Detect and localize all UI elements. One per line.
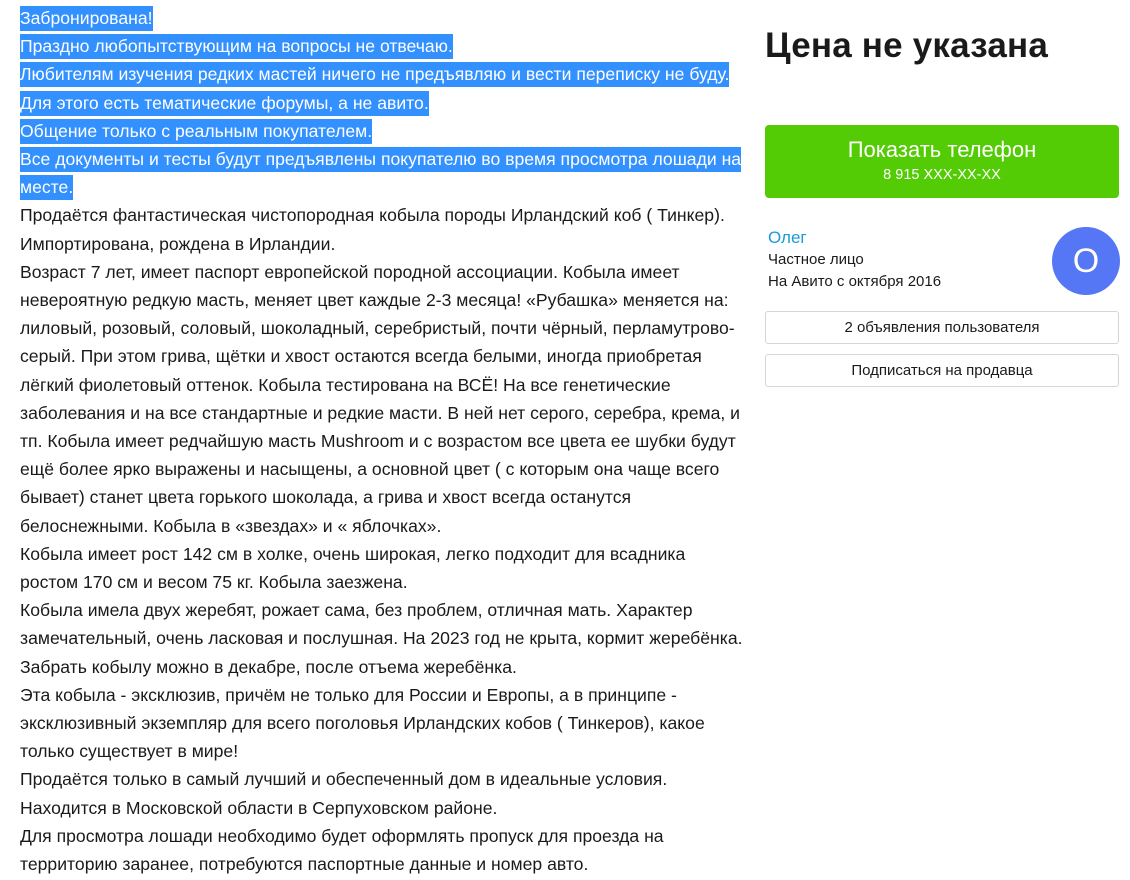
seller-name-link[interactable]: Олег [768,228,807,247]
description-paragraph: Продаётся только в самый лучший и обеспеченный дом в идеальные условия. [20,769,668,790]
show-phone-label: Показать телефон [847,137,1037,162]
seller-avatar[interactable]: О [1052,227,1120,295]
subscribe-seller-button[interactable]: Подписаться на продавца [765,354,1119,387]
highlighted-line: Любителям изучения редких мастей ничего не предъявляю и вести переписку не буду. Для этого есть тематические форумы, а не авито. [20,60,745,116]
description-paragraph: Находится в Московской области в Серпуховском районе. [20,797,498,818]
highlighted-line: Забронирована! [20,4,745,32]
seller-ads-button[interactable]: 2 объявления пользователя [765,311,1119,344]
highlighted-line: Все документы и тесты будут предъявлены покупателю во время просмотра лошади на месте. [20,145,745,201]
description-paragraph: Кобыла имела двух жеребят, рожает сама, без проблем, отличная мать. Характер замечательный, очень ласковая и послушная. На 2023 год не крыта, кормит жеребёнка. Забрать кобылу можно в декабре, после отъема жеребёнка. [20,600,743,677]
phone-number-masked: 8 915 XXX-XX-XX [883,167,1001,183]
description-paragraph: Возраст 7 лет, имеет паспорт европейской породной ассоциации. Кобыла имеет невероятную редкую масть, меняет цвет каждые 2-3 месяца! «Рубашка» меняется на: лиловый, розовый, соловый, шоколадный, серебристый, почти чёрный, перламутрово-серый. При этом грива, щётки и хвост остаются всегда белыми, иногда приобретая лёгкий фиолетовый оттенок. Кобыла тестирована на ВСЁ! На все генетические заболевания и на все стандартные и редкие масти. В ней нет серого, серебра, крема, и тп. Кобыла имеет редчайшую масть Mushroom и с возрастом все цвета ее шубки будут ещё более ярко выражены и насыщены, а основной цвет ( с которым она чаще всего бывает) станет цвета горького шоколада, а грива и хвост всегда останутся белоснежными. Кобыла в «звездах» и « яблочках». [20,261,740,536]
description-paragraph: Для просмотра лошади необходимо будет оформлять пропуск для проезда на территорию заранее, потребуются паспортные данные и номер авто. [20,825,664,875]
item-description [20,4,745,878]
highlighted-line: Праздно любопытствующим на вопросы не отвечаю. [20,32,745,60]
show-phone-button[interactable] [765,125,1119,198]
price-label: Цена не указана [765,26,1048,65]
description-paragraph: Продаётся фантастическая чистопородная кобыла породы Ирландский коб ( Тинкер). Импортирована, рождена в Ирландии. [20,205,725,254]
seller-since: На Авито с октября 2016 [768,273,942,290]
highlighted-line: Общение только с реальным покупателем. [20,117,745,145]
seller-type: Частное лицо [768,251,864,268]
description-paragraph: Кобыла имеет рост 142 см в холке, очень широкая, легко подходит для всадника ростом 170 см и весом 75 кг. Кобыла заезжена. [20,543,686,593]
description-paragraph: Эта кобыла - эксклюзив, причём не только для России и Европы, а в принципе - эксклюзивный экземпляр для всего поголовья Ирландских кобов ( Тинкеров), какое только существует в мире! [20,684,705,762]
